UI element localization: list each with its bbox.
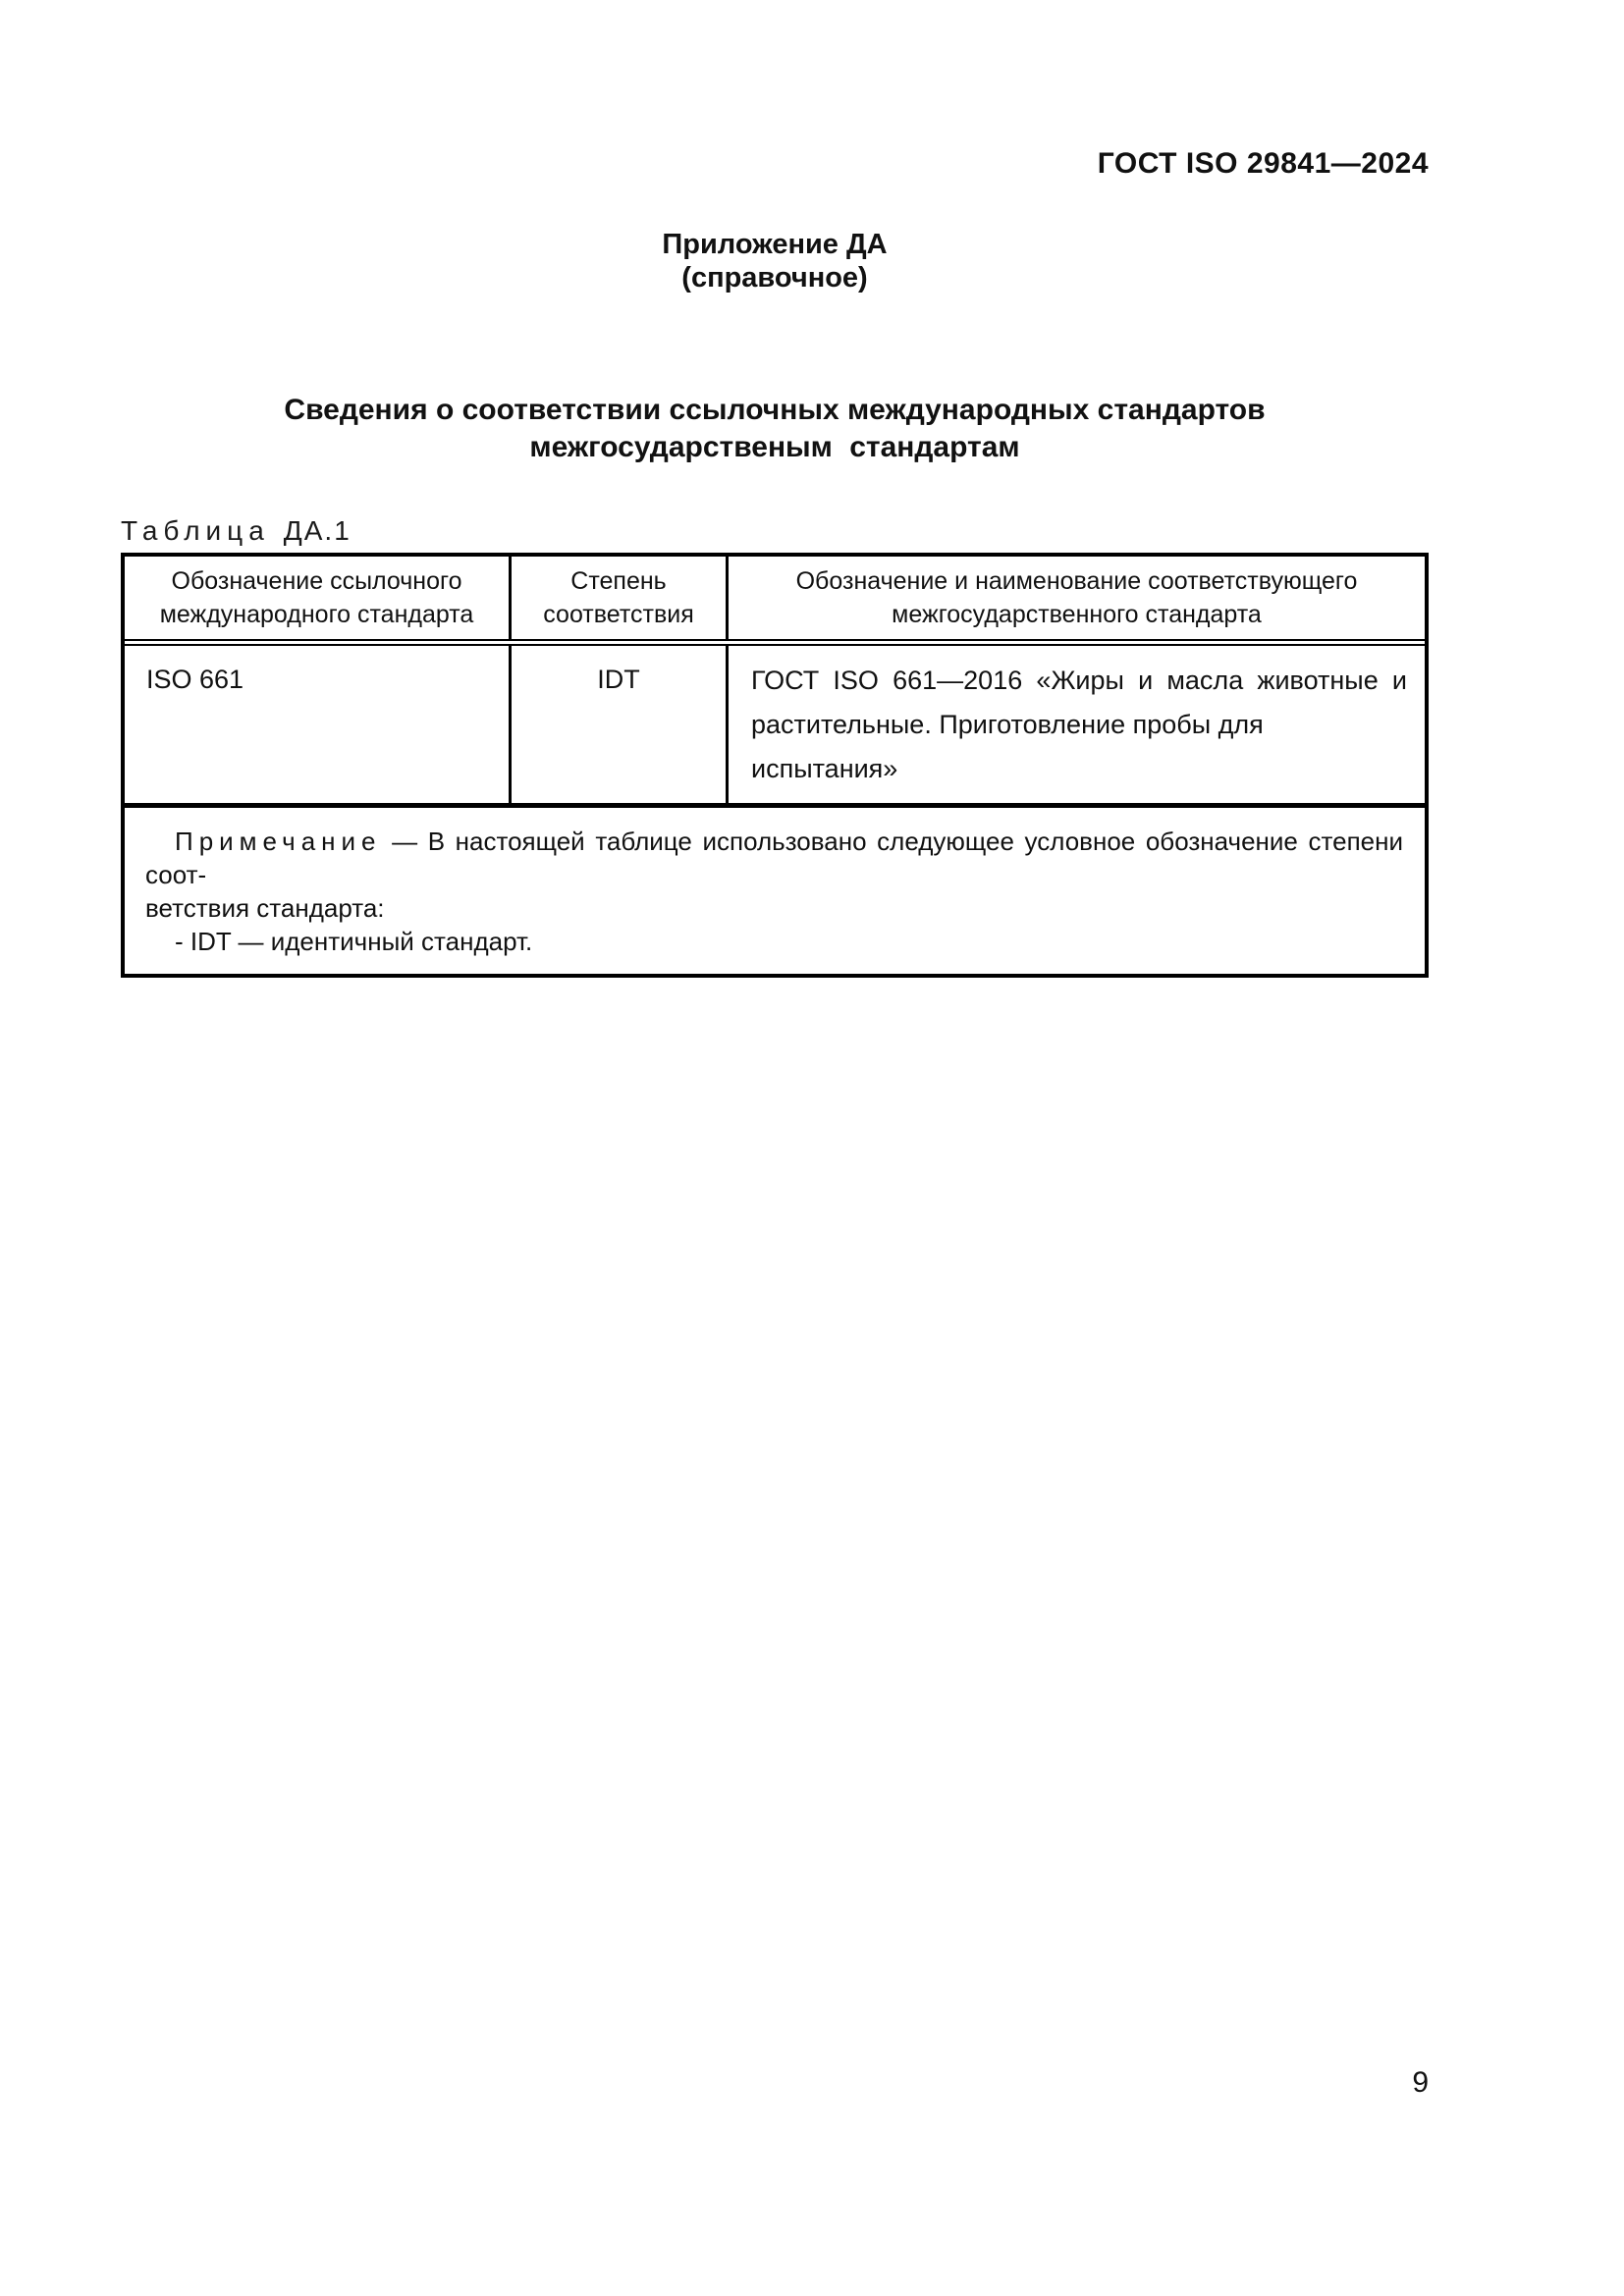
page-number: 9 — [1412, 2066, 1429, 2099]
table-note-line1 — [145, 825, 1403, 891]
table-note-label: Примечание — [175, 827, 382, 856]
table-caption-number: ДА.1 — [283, 515, 352, 546]
table-caption-word: Таблица — [121, 515, 270, 546]
cell-match-standard — [729, 646, 1425, 803]
section-title — [121, 392, 1429, 466]
document-reference: ГОСТ ISO 29841—2024 — [1097, 147, 1429, 180]
correspondence-table — [121, 553, 1429, 978]
appendix-kind: (справочное) — [681, 262, 868, 294]
table-row — [125, 646, 1425, 808]
table-note-line3: - IDT — идентичный стандарт. — [175, 927, 533, 956]
appendix-heading — [121, 228, 1429, 294]
cell-degree: IDT — [512, 646, 729, 803]
table-note — [125, 808, 1425, 974]
column-header-degree: Степень соответствия — [512, 557, 729, 639]
appendix-label: Приложение ДА — [662, 229, 888, 260]
column-header-match-standard: Обозначение и наименование соответствующего межгосударственного стандарта — [795, 567, 1358, 628]
table-note-line2: ветствия стандарта: — [145, 893, 385, 923]
cell-match-standard-line1: ГОСТ ISO 661—2016 «Жиры и масла животные и — [751, 666, 1407, 695]
section-title-line2: межгосударственым стандартам — [529, 431, 1020, 463]
cell-ref-standard: ISO 661 — [125, 646, 512, 803]
section-title-line1: Сведения о соответствии ссылочных международных стандартов — [284, 394, 1266, 426]
table-header-row — [125, 557, 1425, 646]
column-header-ref-standard: Обозначение ссылочного международного стандарта — [125, 557, 512, 639]
table-caption — [121, 515, 1429, 547]
table-note-text: — В настоящей таблице использовано следующее условное обозначение степени соот- — [145, 827, 1403, 889]
cell-match-standard-line2: растительные. Приготовление пробы для испытания» — [751, 710, 1264, 783]
